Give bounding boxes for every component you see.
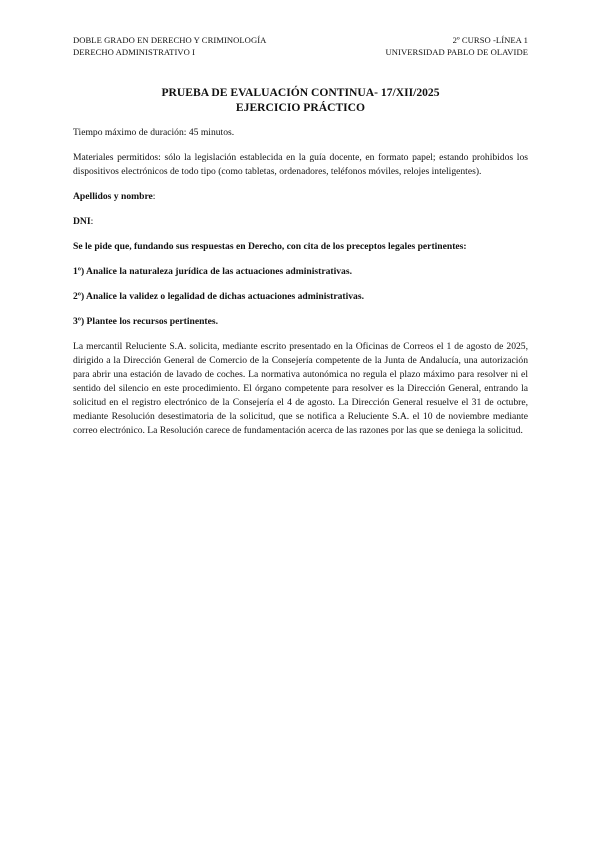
degree-name: DOBLE GRADO EN DERECHO Y CRIMINOLOGÍA [73,35,267,45]
exam-title [73,85,528,115]
course-year: 2º CURSO -LÍNEA 1 [452,35,528,45]
university-name: UNIVERSIDAD PABLO DE OLAVIDE [385,47,528,57]
name-field [73,190,528,204]
question-2: 2º) Analice la validez o legalidad de dichas actuaciones administrativas. [73,291,364,302]
materials-text: Materiales permitidos: sólo la legislación establecida en la guía docente, en formato papel; estando prohibidos los dispositivos electrónicos de todo tipo (como tabletas, ordenadores, teléfonos móviles, relojes inteligentes). [73,152,528,177]
instruction-text: Se le pide que, fundando sus respuestas en Derecho, con cita de los preceptos legales pertinentes: [73,241,467,252]
exam-title-line1: PRUEBA DE EVALUACIÓN CONTINUA- 17/XII/2025 [161,86,440,99]
page-header [73,34,528,58]
dni-field [73,215,528,229]
exam-title-line2: EJERCICIO PRÁCTICO [235,101,366,114]
question-1: 1º) Analice la naturaleza jurídica de las actuaciones administrativas. [73,266,352,277]
name-label: Apellidos y nombre [73,191,153,202]
dni-colon: : [90,216,94,227]
header-left [73,34,266,58]
question-3: 3º) Plantee los recursos pertinentes. [73,316,219,327]
document-page [73,34,528,438]
course-name: DERECHO ADMINISTRATIVO I [73,47,195,57]
name-colon: : [152,191,156,202]
case-text: La mercantil Reluciente S.A. solicita, mediante escrito presentado en la Oficinas de Correos el 1 de agosto de 2025, dirigido a la Dirección General de Comercio de la Consejería competente de la Junta de Andalucía, una autorización para abrir una estación de lavado de coches. La normativa autonómica no regula el plazo máximo para resolver ni el sentido del silencio en este procedimiento. El órgano competente para resolver es la Dirección General, entrando la solicitud en el registro electrónico de la Consejería el 4 de agosto. La Dirección General resuelve el 31 de octubre, mediante Resolución desestimatoria de la solicitud, que se notifica a Reluciente S.A. el 10 de noviembre mediante correo electrónico. La Resolución carece de fundamentación acerca de las razones por las que se deniega la solicitud. [73,341,528,436]
duration-text: Tiempo máximo de duración: 45 minutos. [73,127,235,138]
header-right [386,34,528,58]
dni-label: DNI [73,216,91,227]
